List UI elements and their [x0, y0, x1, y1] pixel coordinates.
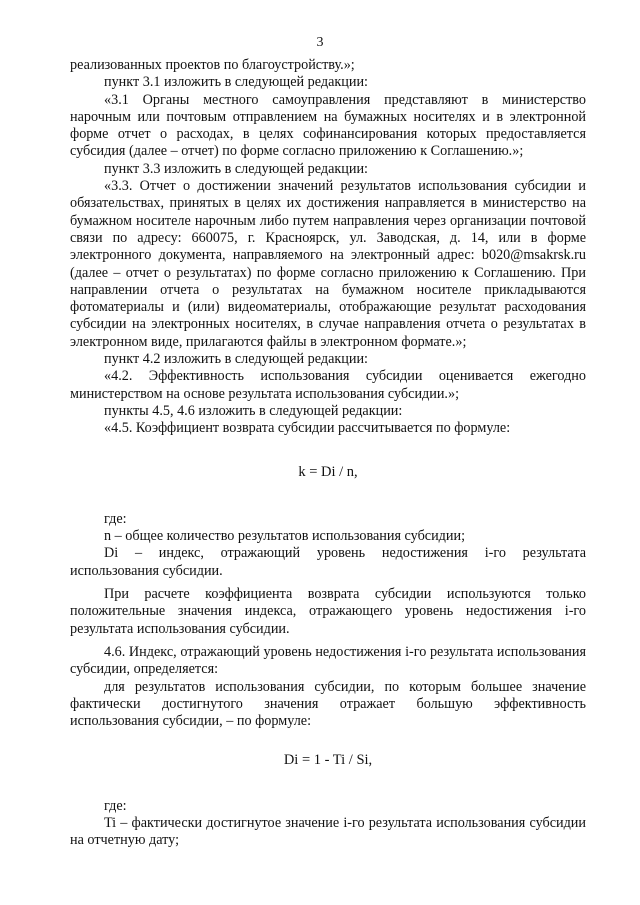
- paragraph-definition-di: Di – индекс, отражающий уровень недостижения i-го результата использования субсидии.: [70, 545, 586, 579]
- document-body: [70, 57, 586, 850]
- paragraph-positive-values-note: При расчете коэффициента возврата субсидии используются только положительные значения индекса, отражающего уровень недостижения i-го результата использования субсидии.: [70, 586, 586, 637]
- paragraph-clause-4-2: «4.2. Эффективность использования субсидии оценивается ежегодно министерством на основе результата использования субсидии.»;: [70, 368, 586, 402]
- paragraph-where-1: где:: [104, 510, 127, 527]
- paragraph-definition-ti: Ti – фактически достигнутое значение i-го результата использования субсидии на отчетную дату;: [70, 814, 586, 849]
- paragraph-clause-4-5: «4.5. Коэффициент возврата субсидии рассчитывается по формуле:: [104, 420, 511, 437]
- paragraph-where-2: где:: [104, 797, 127, 814]
- paragraph-clause-4-6: 4.6. Индекс, отражающий уровень недостижения i-го результата использования субсидии, определяется:: [70, 643, 586, 678]
- paragraph-definition-n: n – общее количество результатов использования субсидии;: [104, 528, 466, 545]
- paragraph-instruction-4-2: пункт 4.2 изложить в следующей редакции:: [104, 351, 368, 368]
- paragraph-instruction-4-5-4-6: пункты 4.5, 4.6 изложить в следующей редакции:: [104, 402, 403, 419]
- paragraph-clause-3-1: «3.1 Органы местного самоуправления представляют в министерство нарочным или почтовым отправлением на бумажных носителях и в электронной форме отчет о расходах, в целях софинансирования которых предоставляется субсидия (далее – отчет) по форме согласно приложению к Соглашению.»;: [70, 91, 586, 160]
- formula-di: Di = 1 - Ti / Si,: [283, 752, 373, 769]
- paragraph-instruction-3-1: пункт 3.1 изложить в следующей редакции:: [104, 74, 368, 91]
- paragraph-instruction-3-3: пункт 3.3 изложить в следующей редакции:: [104, 160, 368, 177]
- paragraph-continuation: реализованных проектов по благоустройству.»;: [70, 57, 355, 73]
- formula-k: k = Di / n,: [298, 463, 358, 480]
- paragraph-clause-3-3: «3.3. Отчет о достижении значений результатов использования субсидии и обязательствах, принятых в целях их достижения направляется в министерство на бумажном носителе нарочным либо путем направления через организации почтовой связи по адресу: 660075, г. Красноярск, ул. Заводская, д. 14, или в форме электронного документа, направляемого на электронный адрес: b020@msakrsk.ru (далее – отчет о результатах) по форме согласно приложению к Соглашению. При направлении отчета о результатах на бумажном носителе прикладываются фотоматериалы и (или) видеоматериалы, отображающие результат расходования субсидии на электронных носителях, в случае направления отчета о результатах в электронном виде, прилагаются файлы в электронном формате.»;: [70, 178, 586, 350]
- paragraph-formula-condition: для результатов использования субсидии, по которым большее значение фактически достигнутого значения отражает большую эффективность использования субсидии, – по формуле:: [70, 678, 586, 730]
- page-number: 3: [316, 35, 324, 50]
